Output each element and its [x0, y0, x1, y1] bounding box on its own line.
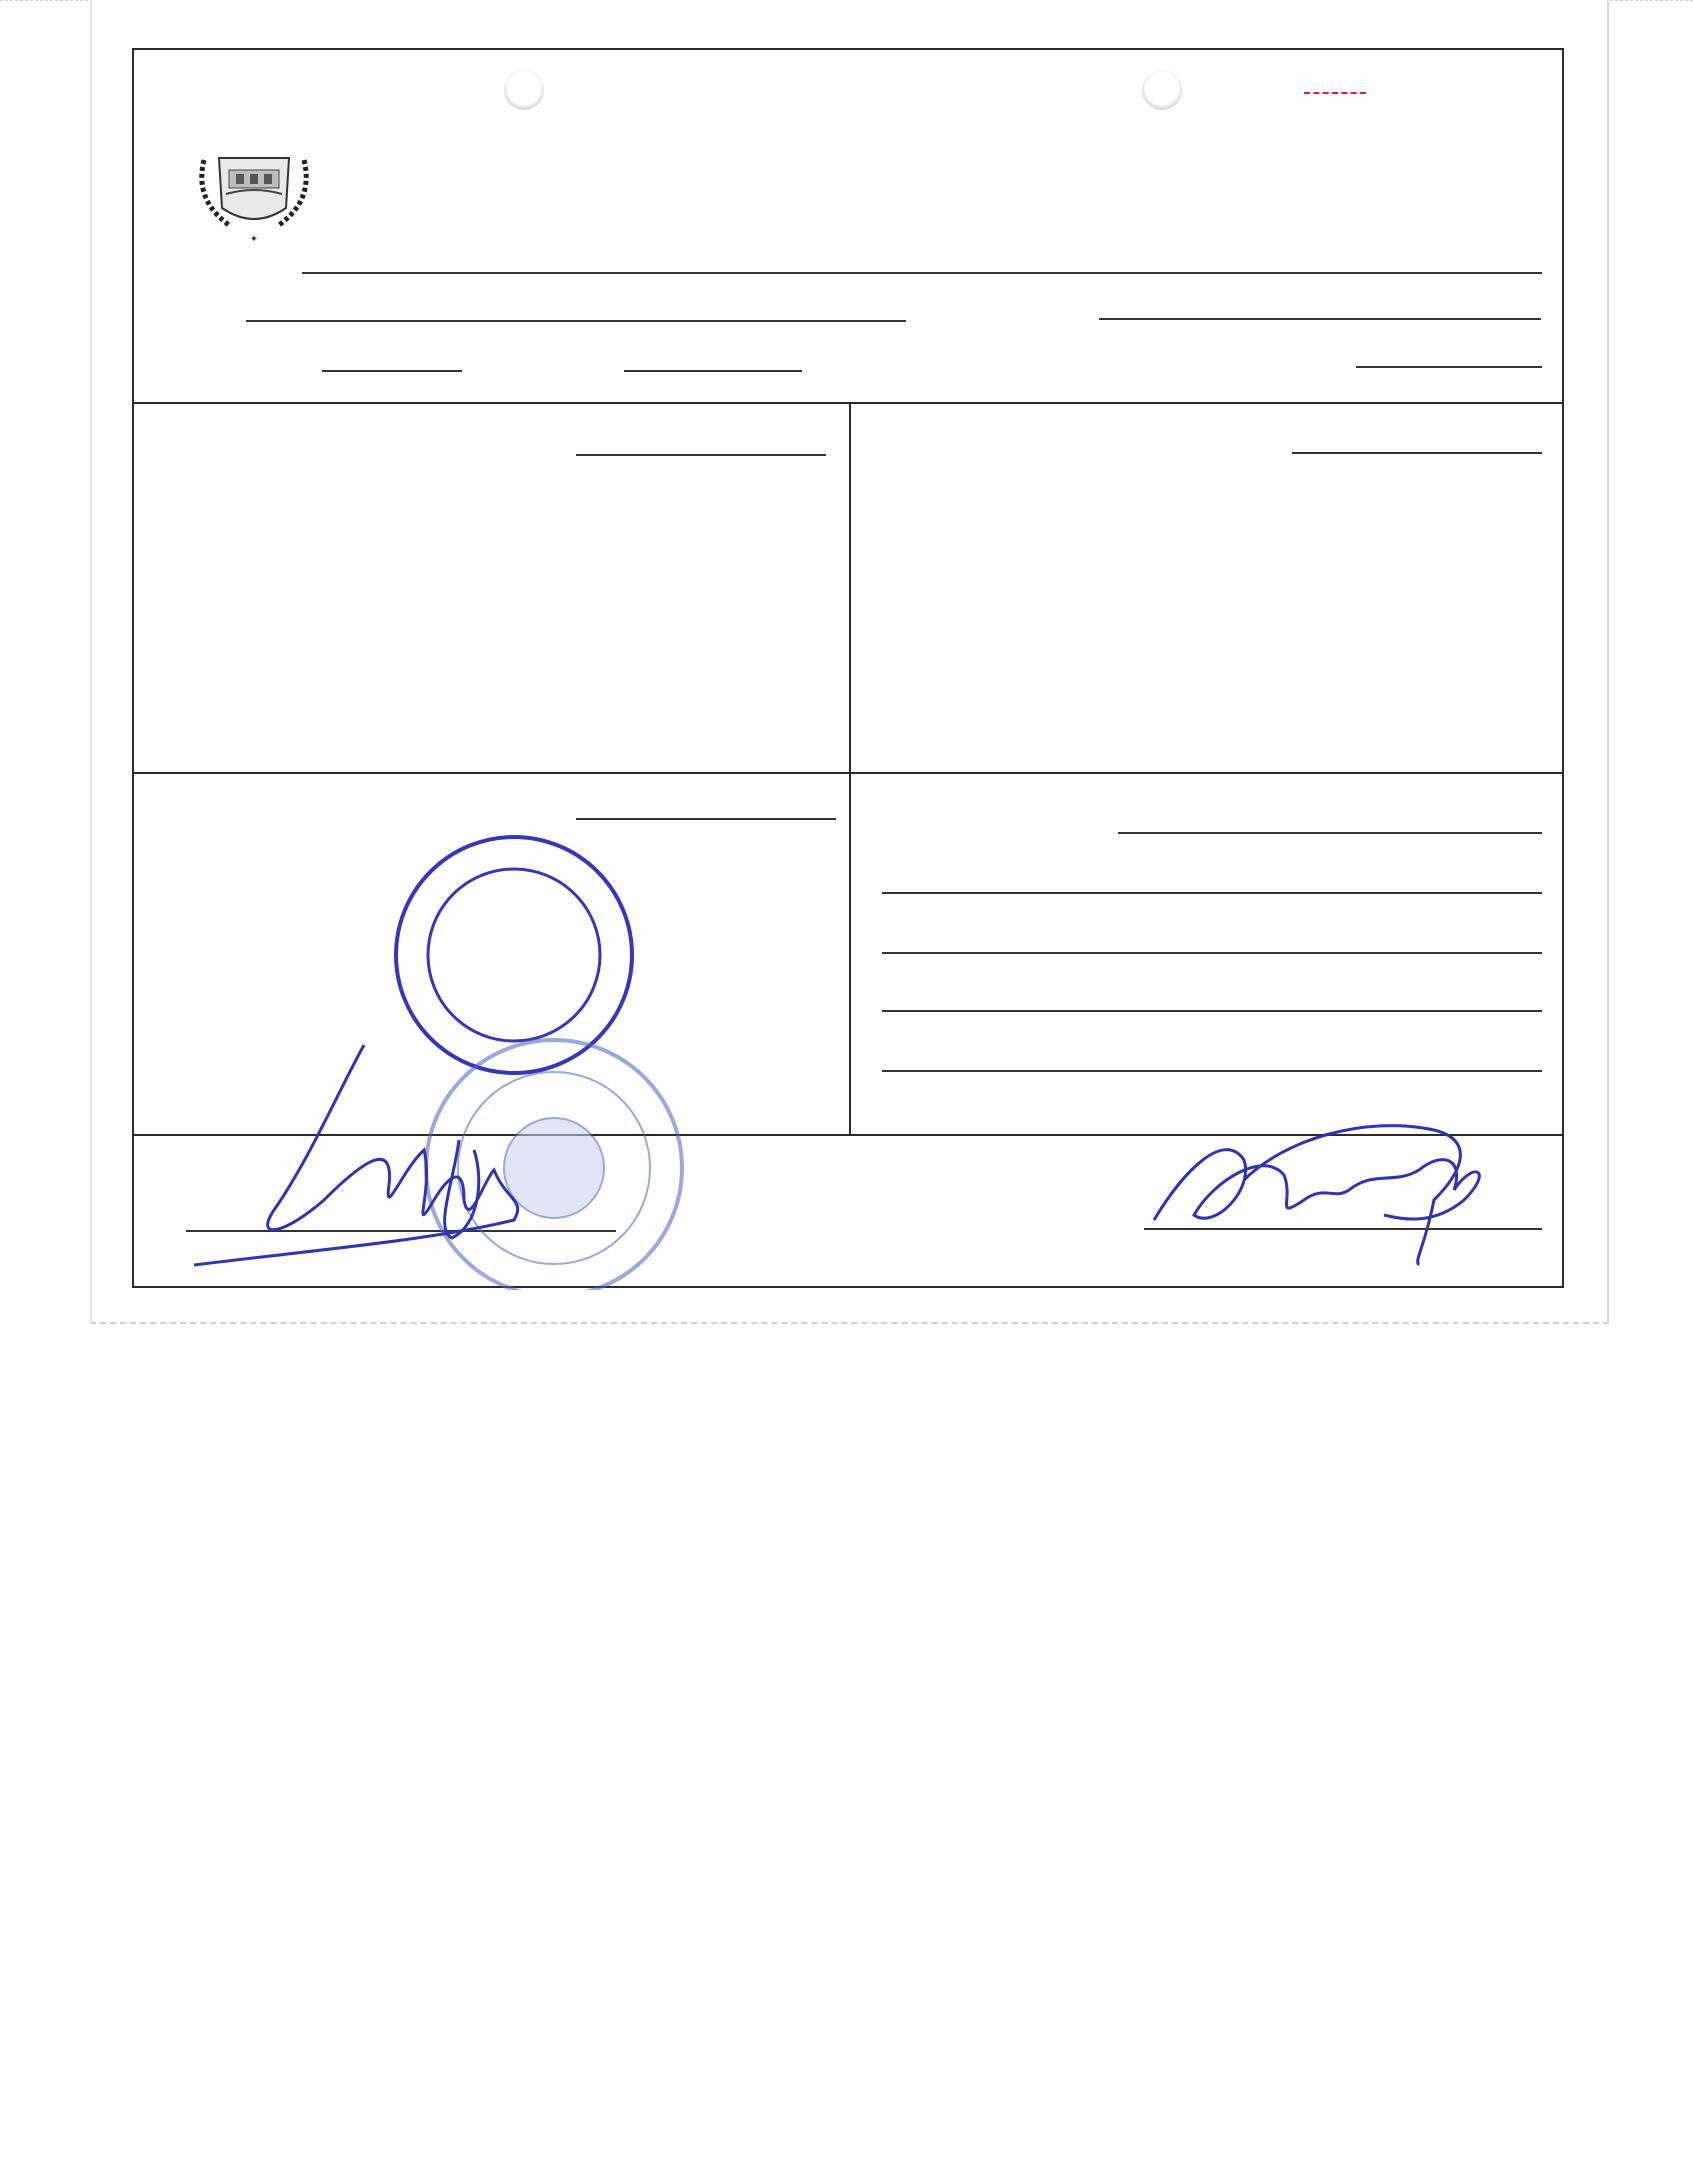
divider-footer-top — [134, 1134, 1562, 1136]
divider-months-center — [849, 402, 851, 1134]
municipal-crest-icon — [174, 90, 334, 250]
observaciones-line — [882, 1010, 1542, 1012]
cancelado-stamp — [396, 837, 632, 1073]
puesto-line — [322, 370, 462, 372]
divider-months-top — [134, 402, 1562, 404]
market-seal-stamp — [426, 1040, 682, 1290]
observaciones-line — [882, 1070, 1542, 1072]
cobrador-signature — [1154, 1126, 1479, 1265]
signature-line-left — [186, 1230, 616, 1232]
folio-dash — [1304, 92, 1366, 94]
divider-september-top — [134, 772, 1562, 774]
anio-line — [1356, 366, 1542, 368]
month-line-julio — [576, 454, 826, 456]
observaciones-line — [882, 952, 1542, 954]
jefe-signature-loop — [445, 1140, 479, 1238]
punch-hole-left — [504, 70, 544, 110]
receipt-form — [132, 48, 1564, 1288]
month-line-agosto — [1292, 452, 1542, 454]
month-line-septiembre — [576, 818, 836, 820]
jefe-signature — [194, 1045, 518, 1265]
punch-hole-right — [1142, 70, 1182, 110]
observaciones-line — [1118, 832, 1542, 834]
tipo-puesto-line — [1099, 318, 1541, 320]
tasa-line — [624, 370, 802, 372]
sector-line — [246, 320, 906, 322]
observaciones-line — [882, 892, 1542, 894]
arrendatario-line — [302, 272, 1542, 274]
signature-line-right — [1144, 1228, 1542, 1230]
svg-text:✦: ✦ — [249, 234, 259, 245]
